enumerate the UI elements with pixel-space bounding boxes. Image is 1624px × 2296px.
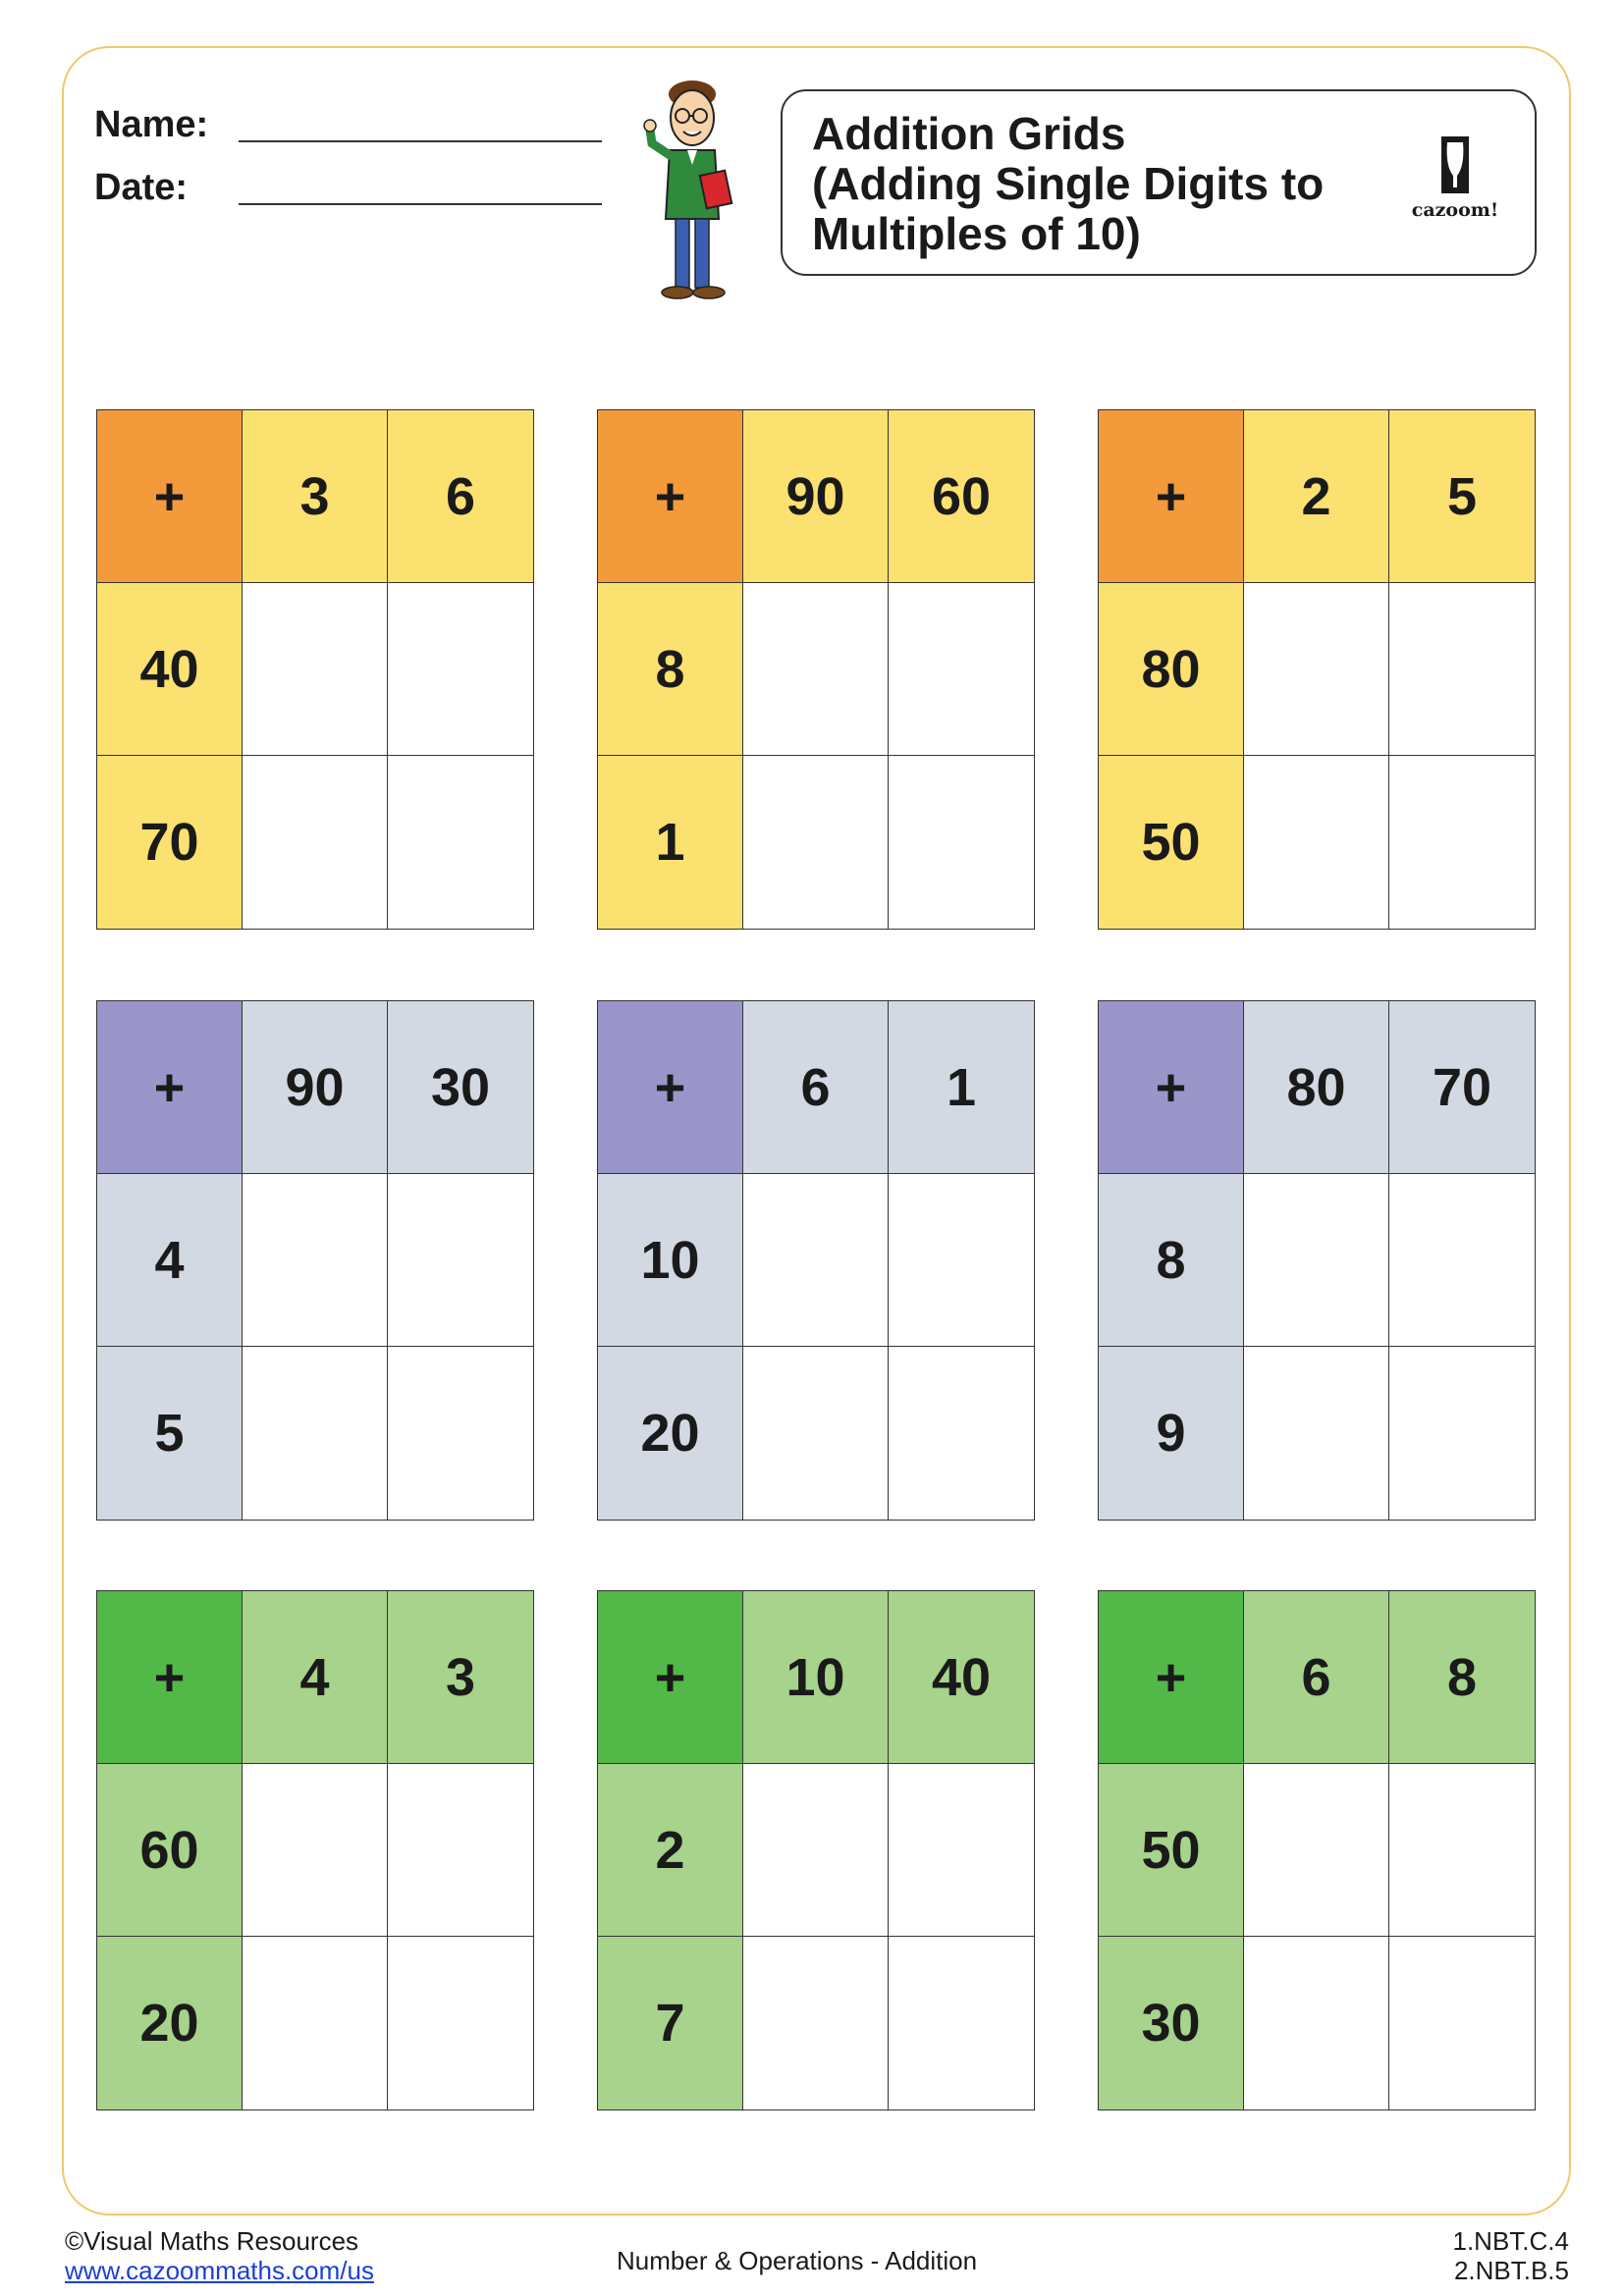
answer-cell[interactable]: [1389, 1347, 1535, 1520]
answer-cell[interactable]: [743, 1174, 889, 1347]
answer-cell[interactable]: [743, 1937, 889, 2109]
row-header-cell: 50: [1099, 1764, 1244, 1937]
addition-grid: [597, 409, 1035, 930]
row-header-cell: 2: [598, 1764, 743, 1937]
operator-cell: +: [598, 1001, 743, 1174]
date-label: Date:: [94, 167, 189, 208]
column-header-cell: 6: [388, 410, 533, 583]
row-header-cell: 8: [1099, 1174, 1244, 1347]
row-header-cell: 7: [598, 1937, 743, 2109]
row-header-cell: 8: [598, 583, 743, 756]
answer-cell[interactable]: [743, 756, 889, 929]
standard-code: 2.NBT.B.5: [1453, 2256, 1569, 2285]
row-header-cell: 70: [97, 756, 243, 929]
website-link[interactable]: www.cazoommaths.com/us: [65, 2256, 374, 2285]
answer-cell[interactable]: [743, 1347, 889, 1520]
answer-cell[interactable]: [243, 1347, 388, 1520]
column-header-cell: 80: [1244, 1001, 1389, 1174]
answer-cell[interactable]: [743, 1764, 889, 1937]
answer-cell[interactable]: [1244, 1347, 1389, 1520]
operator-cell: +: [97, 1591, 243, 1764]
teacher-cartoon-icon: [638, 57, 746, 302]
answer-cell[interactable]: [889, 756, 1034, 929]
column-header-cell: 2: [1244, 410, 1389, 583]
column-header-cell: 5: [1389, 410, 1535, 583]
answer-cell[interactable]: [388, 1174, 533, 1347]
column-header-cell: 60: [889, 410, 1034, 583]
title-box: [781, 89, 1537, 276]
copyright-text: ©Visual Maths Resources: [65, 2226, 359, 2256]
row-header-cell: 80: [1099, 583, 1244, 756]
answer-cell[interactable]: [889, 1937, 1034, 2109]
column-header-cell: 90: [743, 410, 889, 583]
answer-cell[interactable]: [1389, 583, 1535, 756]
name-field[interactable]: [239, 140, 602, 142]
answer-cell[interactable]: [889, 583, 1034, 756]
answer-cell[interactable]: [388, 756, 533, 929]
answer-cell[interactable]: [243, 1174, 388, 1347]
column-header-cell: 6: [743, 1001, 889, 1174]
addition-grid: [597, 1590, 1035, 2110]
column-header-cell: 40: [889, 1591, 1034, 1764]
answer-cell[interactable]: [1389, 756, 1535, 929]
answer-cell[interactable]: [243, 756, 388, 929]
column-header-cell: 90: [243, 1001, 388, 1174]
addition-grid: [1098, 1590, 1536, 2110]
cazoom-logo: [1396, 133, 1514, 240]
answer-cell[interactable]: [889, 1174, 1034, 1347]
addition-grid: [96, 409, 534, 930]
answer-cell[interactable]: [243, 583, 388, 756]
row-header-cell: 50: [1099, 756, 1244, 929]
operator-cell: +: [598, 410, 743, 583]
answer-cell[interactable]: [388, 1937, 533, 2109]
standard-code: 1.NBT.C.4: [1452, 2226, 1569, 2256]
answer-cell[interactable]: [1389, 1937, 1535, 2109]
row-header-cell: 30: [1099, 1937, 1244, 2109]
answer-cell[interactable]: [1244, 1937, 1389, 2109]
row-header-cell: 20: [97, 1937, 243, 2109]
answer-cell[interactable]: [388, 583, 533, 756]
column-header-cell: 10: [743, 1591, 889, 1764]
operator-cell: +: [1099, 410, 1244, 583]
column-header-cell: 70: [1389, 1001, 1535, 1174]
column-header-cell: 1: [889, 1001, 1034, 1174]
column-header-cell: 6: [1244, 1591, 1389, 1764]
title-line: (Adding Single Digits to: [812, 158, 1325, 209]
topic-text: Number & Operations - Addition: [617, 2246, 978, 2275]
addition-grid: [597, 1000, 1035, 1521]
worksheet-title: [812, 109, 1362, 259]
addition-grid: [1098, 1000, 1536, 1521]
title-line: Addition Grids: [812, 108, 1126, 159]
answer-cell[interactable]: [889, 1347, 1034, 1520]
operator-cell: +: [1099, 1591, 1244, 1764]
title-line: Multiples of 10): [812, 208, 1141, 259]
answer-cell[interactable]: [1389, 1174, 1535, 1347]
answer-cell[interactable]: [1244, 1174, 1389, 1347]
row-header-cell: 60: [97, 1764, 243, 1937]
answer-cell[interactable]: [743, 583, 889, 756]
addition-grid: [96, 1590, 534, 2110]
column-header-cell: 4: [243, 1591, 388, 1764]
date-field[interactable]: [239, 203, 602, 205]
row-header-cell: 4: [97, 1174, 243, 1347]
row-header-cell: 1: [598, 756, 743, 929]
answer-cell[interactable]: [1244, 583, 1389, 756]
answer-cell[interactable]: [243, 1937, 388, 2109]
row-header-cell: 9: [1099, 1347, 1244, 1520]
operator-cell: +: [97, 1001, 243, 1174]
answer-cell[interactable]: [1389, 1764, 1535, 1937]
addition-grid: [96, 1000, 534, 1521]
answer-cell[interactable]: [1244, 1764, 1389, 1937]
row-header-cell: 40: [97, 583, 243, 756]
row-header-cell: 20: [598, 1347, 743, 1520]
answer-cell[interactable]: [243, 1764, 388, 1937]
column-header-cell: 3: [388, 1591, 533, 1764]
operator-cell: +: [1099, 1001, 1244, 1174]
column-header-cell: 8: [1389, 1591, 1535, 1764]
operator-cell: +: [598, 1591, 743, 1764]
row-header-cell: 10: [598, 1174, 743, 1347]
column-header-cell: 3: [243, 410, 388, 583]
addition-grid: [1098, 409, 1536, 930]
row-header-cell: 5: [97, 1347, 243, 1520]
operator-cell: +: [97, 410, 243, 583]
trophy-icon: [1396, 133, 1514, 197]
column-header-cell: 30: [388, 1001, 533, 1174]
answer-cell[interactable]: [889, 1764, 1034, 1937]
answer-cell[interactable]: [1244, 756, 1389, 929]
answer-cell[interactable]: [388, 1764, 533, 1937]
logo-text: cazoom!: [1411, 199, 1499, 221]
name-label: Name:: [94, 104, 209, 145]
answer-cell[interactable]: [388, 1347, 533, 1520]
